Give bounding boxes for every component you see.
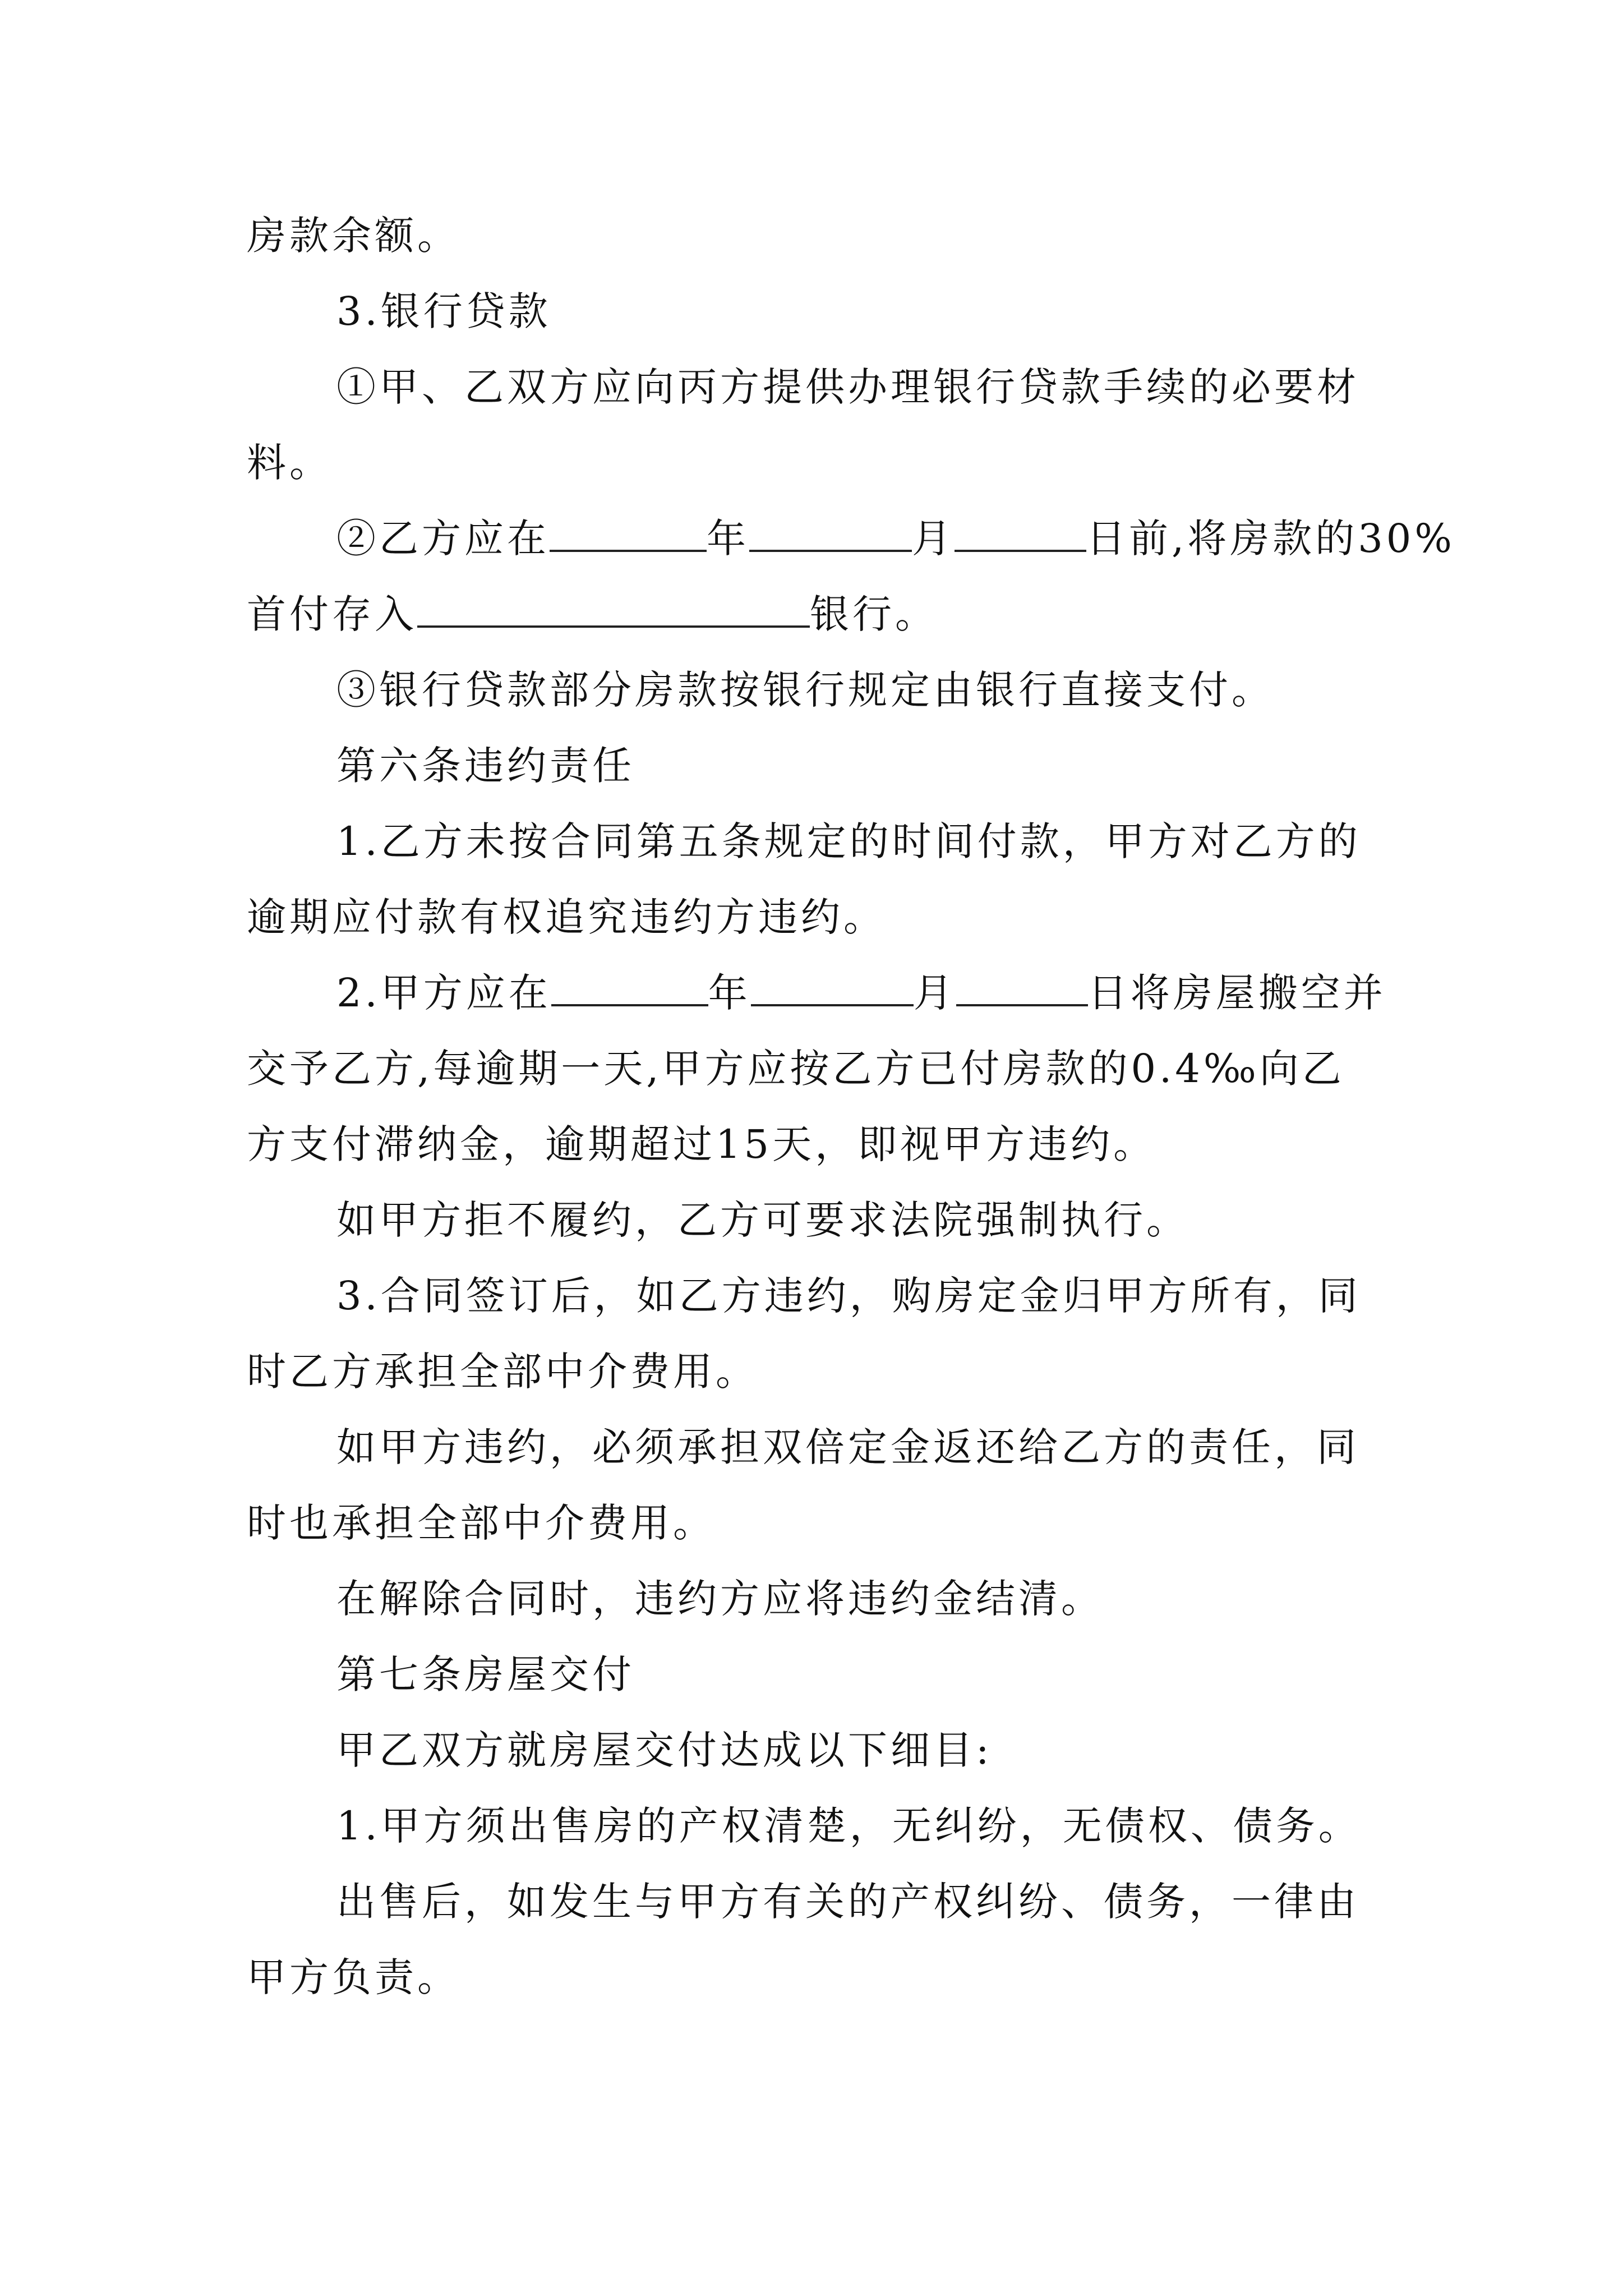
- text-line: 1.甲方须出售房的产权清楚，无纠纷，无债权、债务。: [336, 1803, 1361, 1849]
- year-blank: [551, 970, 708, 1006]
- section-heading: 3.银行贷款: [336, 288, 551, 334]
- text-line: 3.合同签订后，如乙方违约，购房定金归甲方所有，同: [336, 1273, 1361, 1319]
- text-line: [247, 589, 1396, 639]
- month-blank: [751, 970, 914, 1006]
- text-line: ③银行贷款部分房款按银行规定由银行直接支付。: [336, 667, 1274, 713]
- text-line: 时也承担全部中介费用。: [247, 1500, 716, 1546]
- text-line: 在解除合同时，违约方应将违约金结清。: [336, 1576, 1104, 1622]
- text-line: 甲乙双方就房屋交付达成以下细目:: [336, 1727, 993, 1773]
- text-line: 如甲方违约，必须承担双倍定金返还给乙方的责任，同: [336, 1424, 1359, 1470]
- text-line: 甲方负责。: [247, 1954, 460, 2000]
- article-heading: 第七条房屋交付: [336, 1651, 635, 1697]
- text-line: 时乙方承担全部中介费用。: [247, 1349, 758, 1395]
- text-line: 方支付滞纳金，逾期超过15天，即视甲方违约。: [247, 1121, 1156, 1167]
- year-blank: [550, 516, 707, 552]
- text-line: 交予乙方,每逾期一天,甲方应按乙方已付房款的0.4‰向乙: [247, 1046, 1345, 1092]
- text-line: 1.乙方未按合同第五条规定的时间付款，甲方对乙方的: [336, 818, 1361, 864]
- text-line: ①甲、乙双方应向丙方提供办理银行贷款手续的必要材: [336, 364, 1359, 410]
- text-fragment: 日将房屋搬空并: [1087, 970, 1386, 1016]
- text-line: [336, 513, 1455, 564]
- text-fragment: 月: [912, 516, 955, 562]
- text-fragment: 2.甲方应在: [336, 970, 551, 1016]
- text-line: 如甲方拒不履约，乙方可要求法院强制执行。: [336, 1197, 1189, 1243]
- text-fragment: 银行。: [810, 591, 938, 637]
- day-blank: [955, 516, 1086, 552]
- day-blank: [956, 970, 1088, 1006]
- text-fragment: ②乙方应在: [336, 516, 550, 562]
- month-blank: [749, 516, 912, 552]
- text-fragment: 年: [708, 970, 751, 1016]
- text-fragment: 日前,将房款的30%: [1086, 516, 1455, 562]
- text-fragment: 月: [913, 970, 956, 1016]
- text-line: 房款余额。: [247, 213, 460, 259]
- text-fragment: 年: [707, 516, 749, 562]
- text-line: 料。: [247, 440, 332, 486]
- text-line: 逾期应付款有权追究违约方违约。: [247, 894, 886, 940]
- text-line: 出售后，如发生与甲方有关的产权纠纷、债务，一律由: [336, 1879, 1359, 1925]
- text-line: [336, 968, 1396, 1018]
- bank-name-blank: [417, 592, 810, 628]
- text-fragment: 首付存入: [247, 591, 417, 637]
- article-heading: 第六条违约责任: [336, 743, 635, 789]
